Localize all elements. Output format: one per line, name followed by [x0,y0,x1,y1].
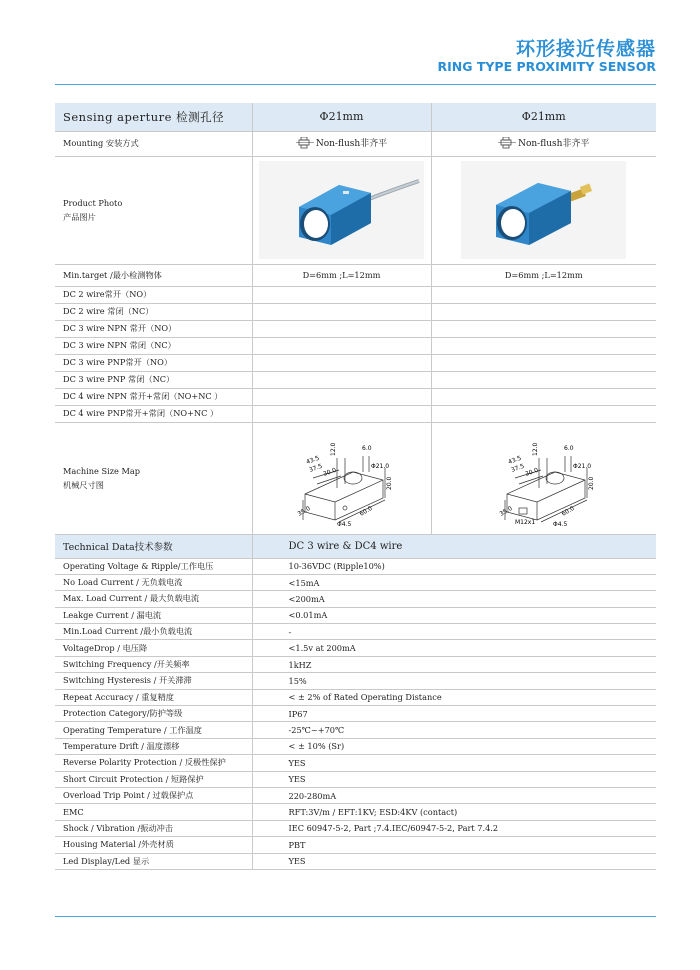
spec-row: Short Circuit Protection / 短路保护 YES [55,771,656,787]
dimension-drawing-2 [479,428,609,528]
spec-row: Operating Temperature / 工作温度 -25℃~+70℃ [55,722,656,738]
svg-text:6.0: 6.0 [563,445,574,452]
mounting-row [55,131,656,156]
product-photo-row [55,156,656,264]
spec-row: Repeat Accuracy / 重复精度 < ± 2% of Rated Operating Distance [55,689,656,705]
spec-row: Shock / Vibration /振动冲击 IEC 60947-5-2, Part ;7.4.IEC/60947-5-2, Part 7.4.2 [55,820,656,836]
sensor-photo-cable [259,161,424,259]
mounting-label: Mounting 安装方式 [55,131,252,156]
output-row: DC 4 wire PNP常开+常闭（NO+NC ） [55,405,656,422]
spec-row: Housing Material /外壳材质 PBT [55,837,656,853]
svg-text:60.0: 60.0 [358,504,374,518]
svg-text:Φ4.5: Φ4.5 [336,521,351,528]
output-row: DC 3 wire NPN 常闭（NC） [55,337,656,354]
spec-row: No Load Current / 无负载电流 <15mA [55,574,656,590]
svg-text:Φ4.5: Φ4.5 [552,521,568,528]
dimension-drawing-1 [277,428,407,528]
svg-text:37.5: 37.5 [510,462,525,474]
document-header [437,38,656,74]
spec-row: EMC RFT:3V/m / EFT:1KV; ESD:4KV (contact) [55,804,656,820]
machine-size-label-cn: 机械尺寸图 [63,479,104,490]
sensor-photo-connector [461,161,626,259]
svg-text:6.0: 6.0 [361,445,372,452]
mounting-col1: Non-flush非齐平 [296,136,387,149]
svg-text:60.0: 60.0 [560,504,576,518]
technical-data-value: DC 3 wire & DC4 wire [252,534,656,558]
sensing-aperture-col1: Φ21mm [252,103,431,131]
spec-row: VoltageDrop / 电压降 <1.5v at 200mA [55,640,656,656]
min-target-label: Min.target /最小检测物体 [55,264,252,286]
output-row: DC 2 wire常开（NO） [55,286,656,303]
output-row: DC 4 wire NPN 常开+常闭（NO+NC ） [55,388,656,405]
output-row: DC 3 wire NPN 常开（NO） [55,320,656,337]
spec-row: Reverse Polarity Protection / 反极性保护 YES [55,755,656,771]
bottom-divider [55,916,656,917]
machine-size-label-en: Machine Size Map [63,465,140,476]
svg-text:12.0: 12.0 [531,442,539,456]
min-target-row [55,264,656,286]
svg-text:M12x1: M12x1 [514,519,535,526]
title-chinese: 环形接近传感器 [515,38,656,60]
svg-text:35.0: 35.0 [498,504,514,518]
top-divider [55,84,656,85]
spec-table [55,103,656,870]
sensing-aperture-row [55,103,656,131]
svg-text:30.0: 30.0 [321,466,337,478]
output-row: DC 3 wire PNP 常闭（NC） [55,371,656,388]
svg-text:30.0: 30.0 [524,466,539,478]
product-photo-label-en: Product Photo [63,197,123,208]
spec-row: Led Display/Led 显示 YES [55,853,656,869]
spec-row: Overload Trip Point / 过载保护点 220-280mA [55,787,656,803]
svg-text:43.5: 43.5 [507,454,522,466]
spec-row: Leakge Current / 漏电流 <0.01mA [55,607,656,623]
technical-data-row [55,534,656,558]
spec-row: Min.Load Current /最小负载电流 - [55,624,656,640]
spec-row: Switching Frequency /开关频率 1kHZ [55,656,656,672]
svg-text:12.0: 12.0 [329,442,337,456]
svg-text:37.5: 37.5 [307,462,323,474]
svg-text:Φ21.0: Φ21.0 [572,463,591,470]
non-flush-mount-icon [498,137,516,149]
sensing-aperture-col2: Φ21mm [431,103,656,131]
technical-data-label: Technical Data技术参数 [55,534,252,558]
svg-text:Φ21.0: Φ21.0 [370,463,389,470]
sensing-aperture-label: Sensing aperture 检测孔径 [55,103,252,131]
min-target-col2: D=6mm ;L=12mm [431,264,656,286]
spec-row: Protection Category/防护等级 IP67 [55,706,656,722]
non-flush-mount-icon [296,137,314,149]
machine-size-row [55,422,656,534]
output-row: DC 3 wire PNP常开（NO） [55,354,656,371]
svg-text:35.0: 35.0 [296,504,312,518]
output-row: DC 2 wire 常闭（NC） [55,303,656,320]
min-target-col1: D=6mm ;L=12mm [252,264,431,286]
svg-text:20.0: 20.0 [385,476,393,490]
mounting-col2: Non-flush非齐平 [498,136,589,149]
spec-row: Max. Load Current / 最大负载电流 <200mA [55,591,656,607]
spec-row: Operating Voltage & Ripple/工作电压 10-36VDC (Ripple10%) [55,558,656,574]
svg-text:43.5: 43.5 [304,454,320,466]
product-photo-label-cn: 产品图片 [63,211,96,222]
svg-text:20.0: 20.0 [587,476,595,490]
spec-row: Temperature Drift / 温度漂移 < ± 10% (Sr) [55,738,656,754]
spec-row: Switching Hysteresis / 开关滞滞 15% [55,673,656,689]
title-english: RING TYPE PROXIMITY SENSOR [437,59,656,74]
